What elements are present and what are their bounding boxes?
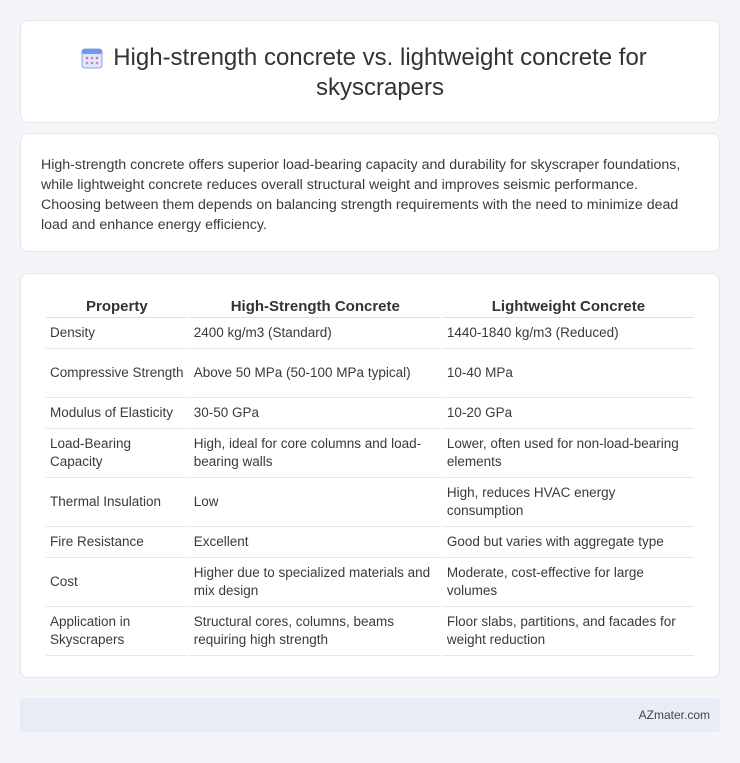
high-strength-cell: 2400 kg/m3 (Standard) — [190, 318, 441, 349]
table-header-row — [46, 295, 694, 318]
table-row — [46, 349, 694, 398]
property-cell: Application in Skyscrapers — [46, 607, 188, 656]
lightweight-cell: Moderate, cost-effective for large volumes — [443, 558, 694, 607]
footer — [20, 698, 720, 732]
property-cell: Load-Bearing Capacity — [46, 429, 188, 478]
property-cell: Thermal Insulation — [46, 478, 188, 527]
high-strength-cell: Higher due to specialized materials and mix design — [190, 558, 441, 607]
high-strength-cell: Low — [190, 478, 441, 527]
table-row — [46, 478, 694, 527]
lightweight-cell: 10-40 MPa — [443, 349, 694, 398]
intro-card — [20, 133, 720, 252]
header-property: Property — [46, 295, 188, 318]
comparison-table — [44, 295, 696, 656]
table-row — [46, 558, 694, 607]
lightweight-cell: 10-20 GPa — [443, 398, 694, 429]
comparison-table-card — [20, 273, 720, 678]
lightweight-cell: Lower, often used for non-load-bearing elements — [443, 429, 694, 478]
header-lightweight: Lightweight Concrete — [443, 295, 694, 318]
property-cell: Modulus of Elasticity — [46, 398, 188, 429]
high-strength-cell: High, ideal for core columns and load-bearing walls — [190, 429, 441, 478]
table-row — [46, 398, 694, 429]
high-strength-cell: Structural cores, columns, beams requiring high strength — [190, 607, 441, 656]
property-cell: Fire Resistance — [46, 527, 188, 558]
lightweight-cell: High, reduces HVAC energy consumption — [443, 478, 694, 527]
lightweight-cell: Floor slabs, partitions, and facades for weight reduction — [443, 607, 694, 656]
high-strength-cell: Excellent — [190, 527, 441, 558]
intro-text: High-strength concrete offers superior load-bearing capacity and durability for skyscraper foundations, while lightweight concrete reduces overall structural weight and improves seismic performance. Choosing between them depends on balancing strength requirements with the need to minimize dead load and enhance energy efficiency. — [41, 157, 681, 233]
high-strength-cell: 30-50 GPa — [190, 398, 441, 429]
header-high-strength: High-Strength Concrete — [190, 295, 441, 318]
property-cell: Compressive Strength — [46, 349, 188, 398]
property-cell: Density — [46, 318, 188, 349]
table-row — [46, 607, 694, 656]
footer-site-link[interactable]: AZmater.com — [638, 708, 710, 722]
title-card — [20, 20, 720, 123]
lightweight-cell: Good but varies with aggregate type — [443, 527, 694, 558]
table-row — [46, 318, 694, 349]
table-row — [46, 429, 694, 478]
lightweight-cell: 1440-1840 kg/m3 (Reduced) — [443, 318, 694, 349]
table-row — [46, 527, 694, 558]
property-cell: Cost — [46, 558, 188, 607]
high-strength-cell: Above 50 MPa (50-100 MPa typical) — [190, 349, 441, 398]
page-title: High-strength concrete vs. lightweight concrete for skyscrapers — [113, 44, 647, 101]
